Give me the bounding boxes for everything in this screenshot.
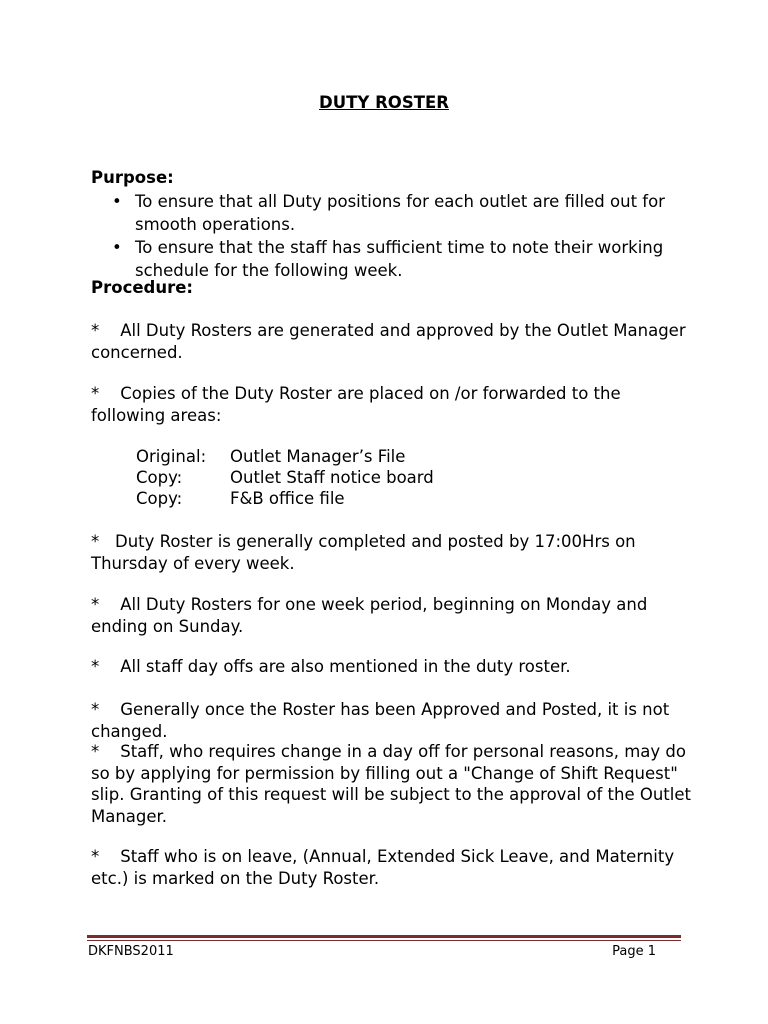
bullet-icon: • (112, 238, 122, 257)
procedure-paragraph: * Copies of the Duty Roster are placed on /or forwarded to the following areas: (91, 384, 626, 425)
procedure-paragraph: * Generally once the Roster has been Approved and Posted, it is not changed. (91, 700, 675, 741)
document-title: DUTY ROSTER (319, 93, 449, 112)
footer-page-number: Page 1 (612, 944, 656, 959)
distribution-row (136, 467, 434, 489)
distribution-row (136, 488, 345, 510)
procedure-paragraph: * All Duty Rosters for one week period, beginning on Monday and ending on Sunday. (91, 595, 653, 636)
distribution-value: Outlet Staff notice board (230, 468, 434, 487)
procedure-paragraph: * Staff, who requires change in a day off for personal reasons, may do so by applying for permission by filling out a "Change of Shift Request" slip. Granting of this request will be subject to the approval of the Outlet Manager. (91, 742, 697, 826)
purpose-list (91, 190, 691, 282)
purpose-item-text: To ensure that all Duty positions for each outlet are filled out for smooth operations. (135, 192, 665, 234)
procedure-paragraph: * All Duty Rosters are generated and approved by the Outlet Manager concerned. (91, 321, 691, 362)
footer-rule (87, 935, 681, 938)
footer-document-code: DKFNBS2011 (88, 944, 174, 959)
procedure-paragraph: * Duty Roster is generally completed and posted by 17:00Hrs on Thursday of every week. (91, 532, 641, 573)
distribution-value: Outlet Manager’s File (230, 447, 406, 466)
distribution-label: Copy: (136, 489, 183, 508)
purpose-heading: Purpose: (91, 168, 174, 187)
purpose-item-text: To ensure that the staff has sufficient time to note their working schedule for the following week. (135, 238, 664, 280)
list-item (91, 236, 691, 282)
procedure-paragraph: * Staff who is on leave, (Annual, Extended Sick Leave, and Maternity etc.) is marked on the Duty Roster. (91, 847, 680, 888)
list-item (91, 190, 691, 236)
procedure-heading: Procedure: (91, 278, 194, 297)
procedure-paragraph: * All staff day offs are also mentioned in the duty roster. (91, 657, 571, 676)
distribution-label: Original: (136, 447, 207, 466)
bullet-icon: • (112, 192, 122, 211)
distribution-row (136, 446, 405, 468)
footer-rule-thin (87, 940, 681, 941)
distribution-label: Copy: (136, 468, 183, 487)
distribution-value: F&B office file (230, 489, 345, 508)
